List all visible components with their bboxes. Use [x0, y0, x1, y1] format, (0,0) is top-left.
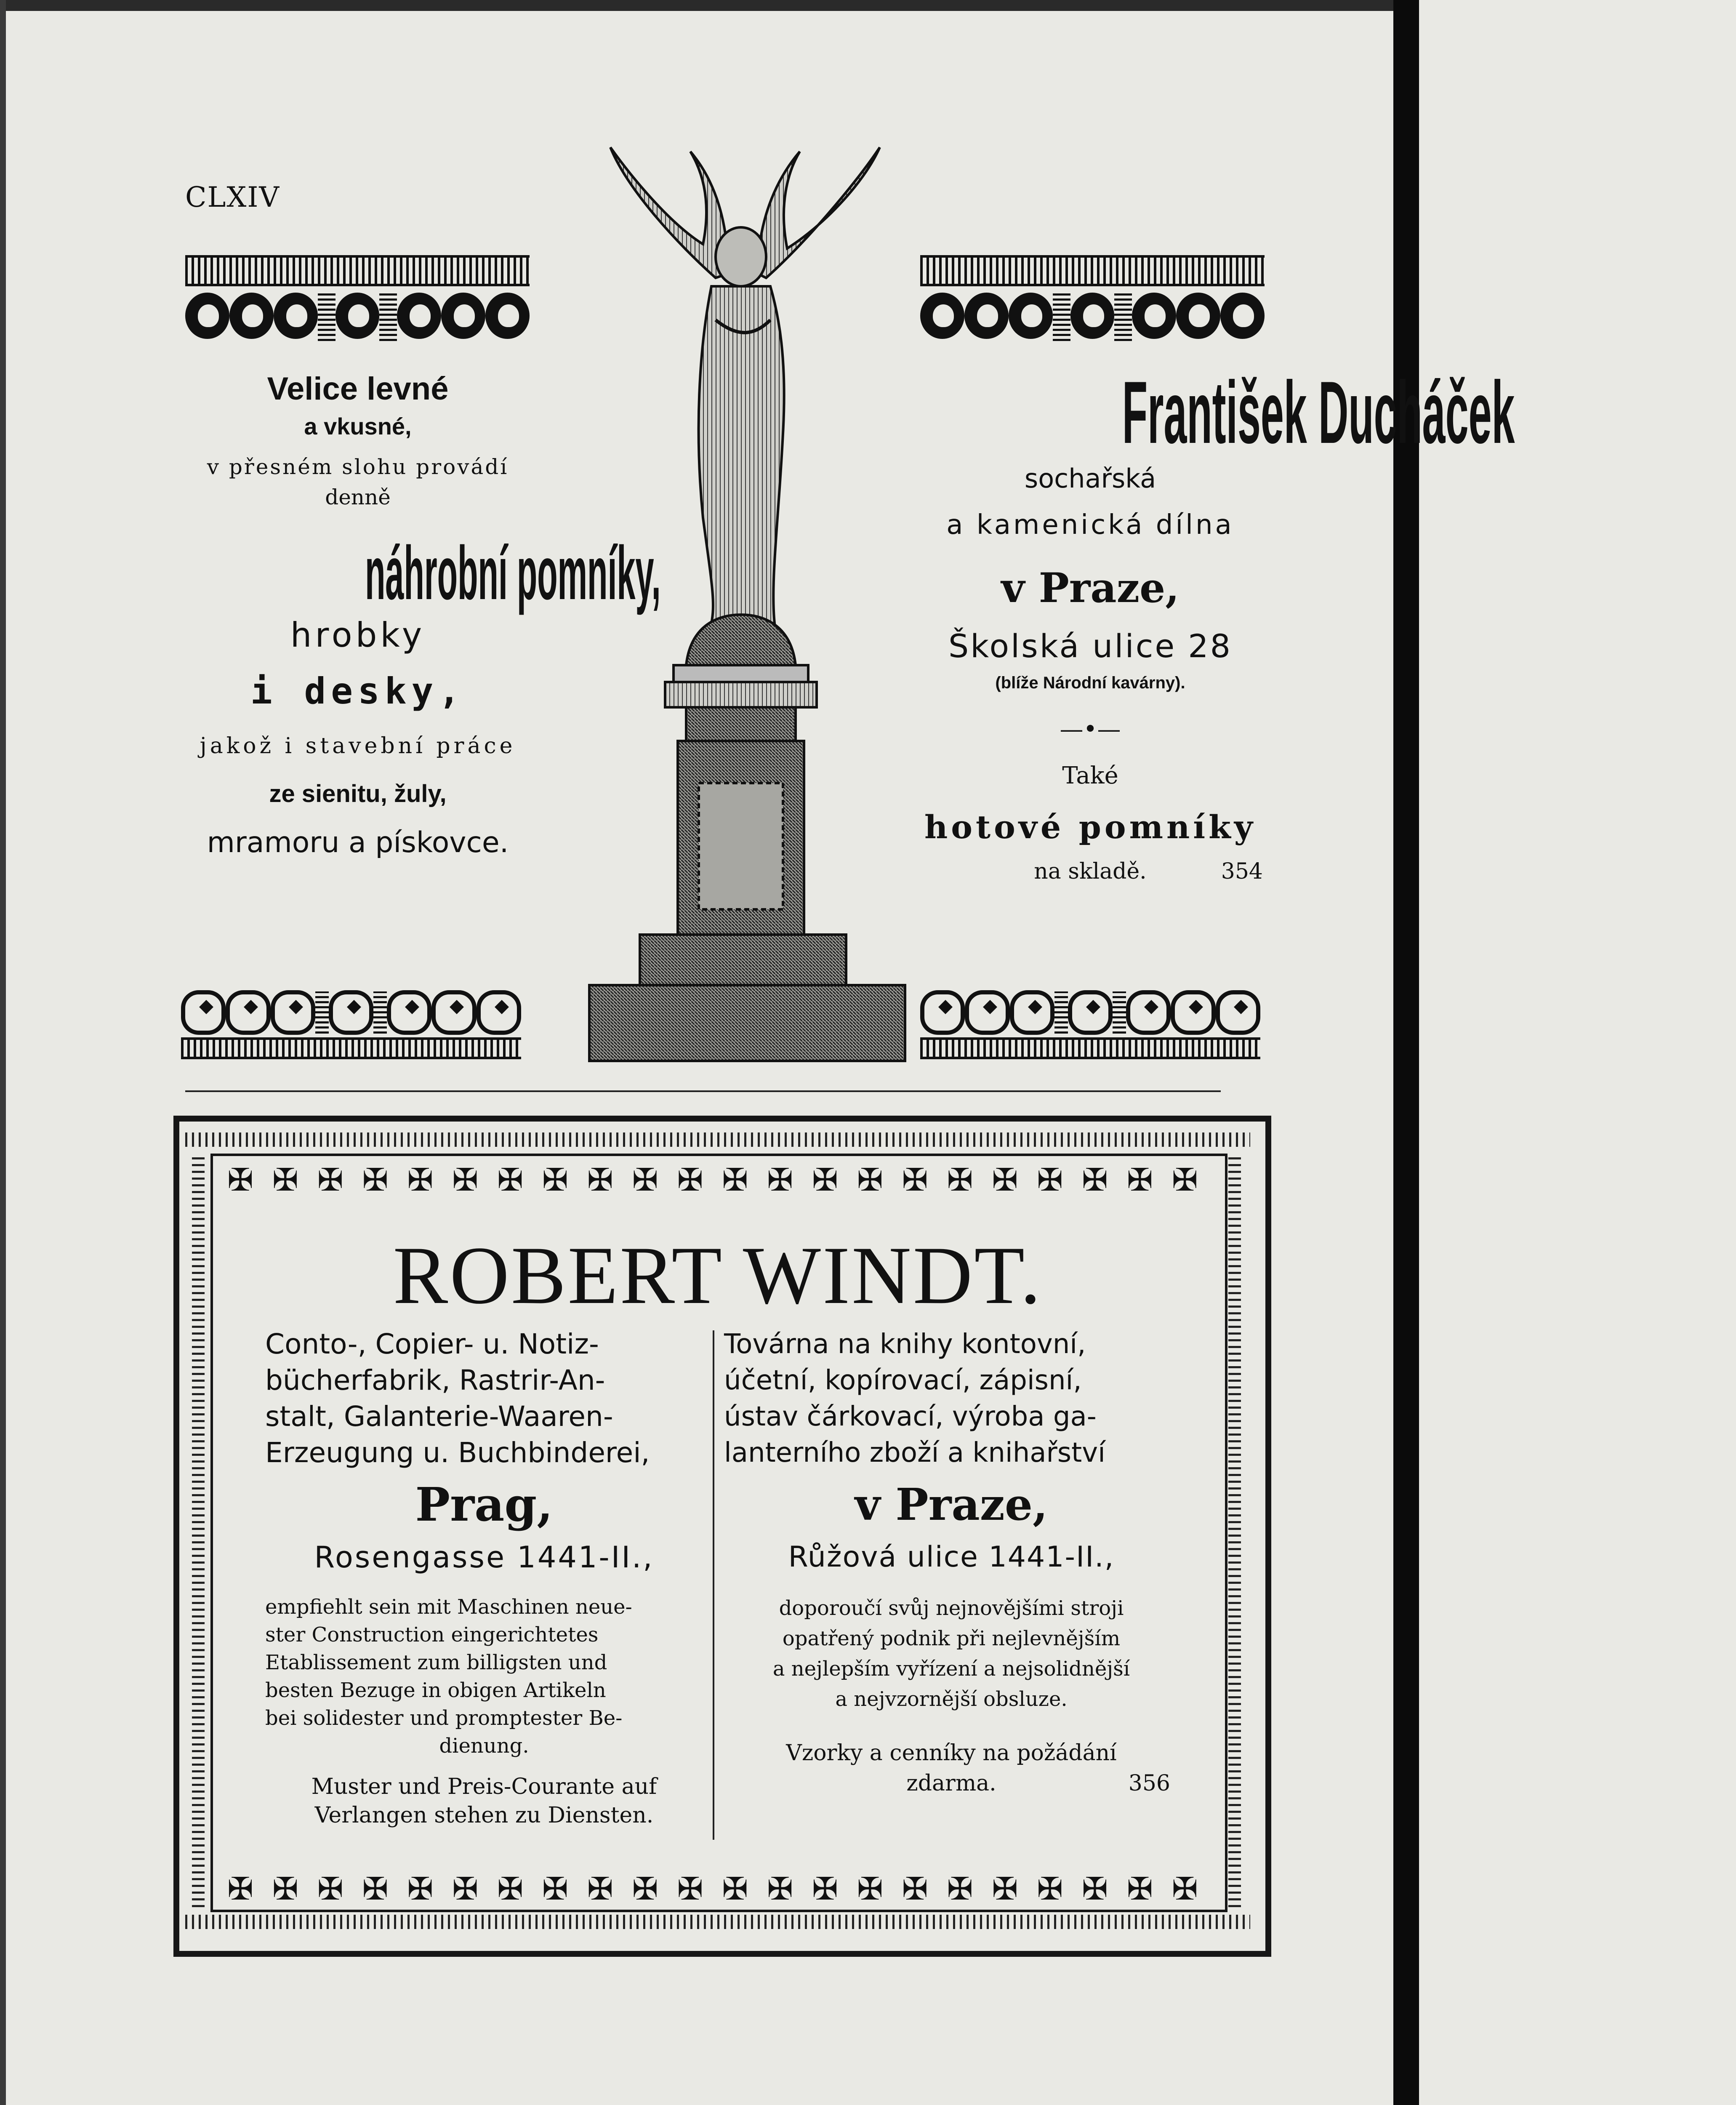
left-ad-line8: jakož i stavební práce	[200, 733, 516, 759]
deco-row-bottom: ✠ ✠ ✠ ✠ ✠ ✠ ✠ ✠ ✠ ✠ ✠ ✠ ✠ ✠ ✠ ✠ ✠ ✠ ✠ ✠ ✠ ✠	[227, 1871, 1195, 1907]
frame-hatch-right	[1228, 1154, 1241, 1907]
left-ad-line1: Velice levné	[267, 371, 449, 407]
windt-czech-column	[724, 1326, 1179, 1799]
deco-row-top: ✠ ✠ ✠ ✠ ✠ ✠ ✠ ✠ ✠ ✠ ✠ ✠ ✠ ✠ ✠ ✠ ✠ ✠ ✠ ✠ ✠ ✠	[227, 1162, 1195, 1198]
german-intro: Conto-, Copier- u. Notiz- bücherfabrik, Rastrir-An- stalt, Galanterie-Waaren- Erzeugung u. Buchbinderei,	[265, 1328, 650, 1469]
frame-hatch-left	[192, 1154, 205, 1907]
czech-body: doporoučí svůj nejnovějšími stroji opatřený podnik při nejlevnějším a nejlepším vyřízení a nejsolidnější a nejvzornější obsluze.	[772, 1596, 1130, 1711]
right-ad-line4: Školská ulice 28	[948, 627, 1232, 665]
left-ad-line2: a vkusné,	[304, 413, 412, 440]
czech-footer: Vzorky a cenníky na požádání zdarma. 356	[724, 1738, 1179, 1799]
right-top-ornament	[920, 290, 1265, 341]
right-ad-line3: v Praze,	[1001, 564, 1180, 612]
right-ad-line7: hotové pomníky	[924, 808, 1256, 846]
section-divider	[185, 1090, 1221, 1092]
czech-intro: Továrna na knihy kontovní, účetní, kopírovací, zápisní, ústav čárkovací, výroba ga- lanterního zboží a knihařství	[724, 1329, 1105, 1468]
czech-city: v Praze,	[855, 1479, 1048, 1530]
left-bottom-strip	[181, 1037, 521, 1059]
german-footer: Muster und Preis-Courante auf Verlangen stehen zu Diensten.	[311, 1774, 657, 1828]
page-number: CLXIV	[185, 181, 280, 213]
czech-street: Růžová ulice 1441-II.,	[788, 1540, 1115, 1574]
right-ad-line2: a kamenická dílna	[946, 509, 1234, 541]
left-ad-line5: náhrobní pomníky,	[365, 531, 661, 616]
right-ad-footer	[901, 859, 1280, 893]
left-ad-line10: mramoru a pískovce.	[207, 826, 509, 859]
right-ad-line1: sochařská	[1024, 463, 1156, 494]
left-bottom-ornament	[181, 989, 521, 1036]
left-ad	[177, 370, 661, 864]
left-ad-line3: v přesném slohu provádí	[207, 455, 509, 479]
right-ad-divider: —•—	[1060, 716, 1121, 743]
left-top-strip	[185, 255, 530, 286]
left-ad-line4: denně	[325, 485, 391, 509]
right-ad	[901, 362, 1515, 893]
right-ad-name: František Ducháček	[1122, 363, 1515, 462]
left-top-ornament	[185, 290, 530, 341]
left-ad-line7: i desky,	[250, 670, 466, 712]
column-divider	[713, 1330, 714, 1840]
right-ad-ref: 354	[1221, 859, 1263, 884]
right-top-strip	[920, 255, 1265, 286]
left-ad-line9: ze sienitu, žuly,	[269, 780, 447, 807]
page-edge-left	[0, 0, 6, 2105]
german-street: Rosengasse 1441-II.,	[314, 1540, 654, 1575]
page-edge-top	[0, 0, 1419, 11]
german-body: empfiehlt sein mit Maschinen neue- ster Construction eingerichtetes Etablissement zum billigsten und besten Bezuge in obigen Artikeln bei solidester und promptester Be- dienung.	[265, 1595, 632, 1758]
frame-hatch-bottom	[185, 1915, 1250, 1929]
page-edge-right	[1393, 0, 1419, 2105]
left-ad-line6: hrobky	[290, 616, 426, 655]
windt-title: ROBERT WINDT.	[393, 1230, 1043, 1321]
right-bottom-strip	[920, 1037, 1260, 1059]
czech-ref: 356	[1128, 1771, 1170, 1796]
windt-german-column	[265, 1326, 703, 1830]
right-ad-line6: Také	[1062, 762, 1118, 789]
german-city: Prag,	[415, 1477, 553, 1532]
angel-monument-illustration	[577, 139, 909, 1065]
right-bottom-ornament	[920, 989, 1260, 1036]
right-ad-line5: (blíže Národní kavárny).	[995, 674, 1185, 692]
right-ad-line8: na skladě.	[1034, 859, 1147, 884]
frame-hatch-top	[185, 1132, 1250, 1147]
